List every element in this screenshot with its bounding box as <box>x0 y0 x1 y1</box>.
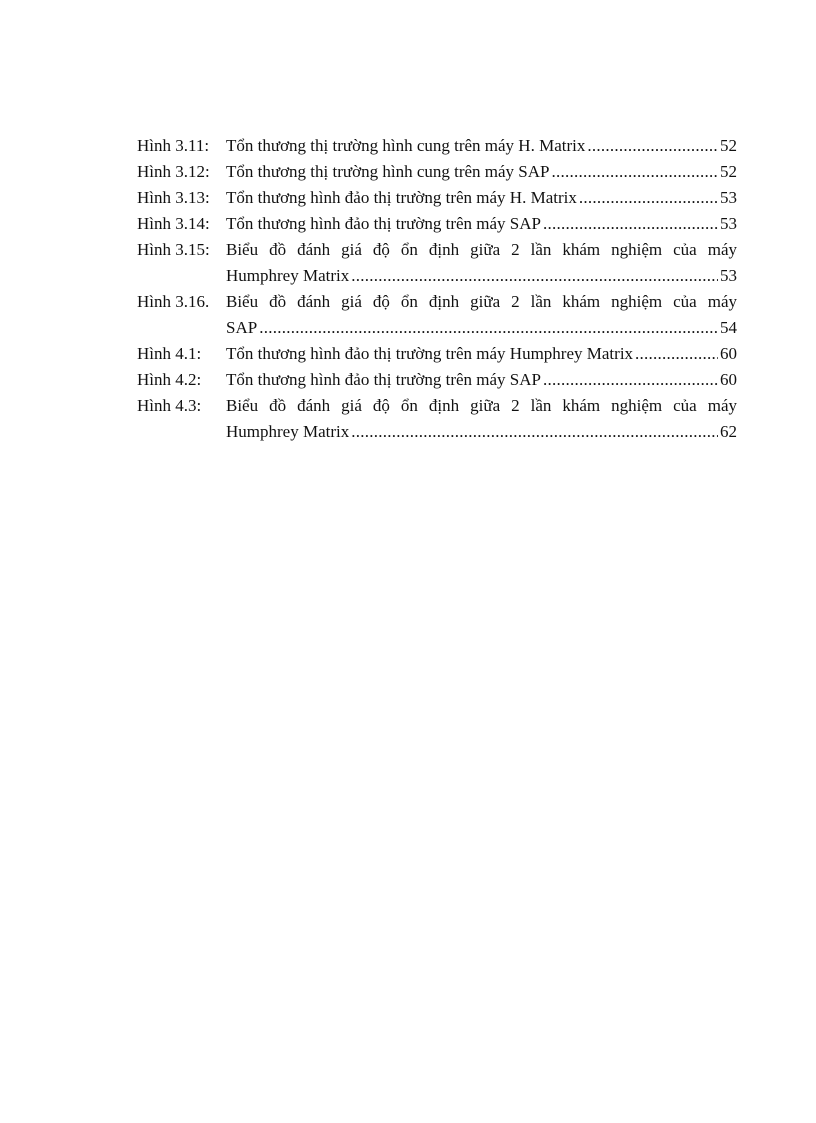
figure-title: Tổn thương hình đảo thị trường trên máy SAP <box>226 370 541 389</box>
toc-line <box>226 367 737 393</box>
figure-title: Tổn thương hình đảo thị trường trên máy H. Matrix <box>226 188 577 207</box>
toc-line <box>226 211 737 237</box>
figure-label: Hình 3.13: <box>137 188 210 207</box>
figure-title: Biểu đồ đánh giá độ ổn định giữa 2 lần khám nghiệm của máy <box>226 292 737 311</box>
page-number: 52 <box>720 162 737 181</box>
figure-title-continued: SAP <box>226 318 258 337</box>
list-of-figures <box>137 133 737 445</box>
figure-title-continued: Humphrey Matrix <box>226 266 350 285</box>
figure-label: Hình 3.14: <box>137 214 210 233</box>
toc-entry <box>137 211 737 237</box>
dot-leader <box>635 341 718 367</box>
figure-title: Tổn thương hình đảo thị trường trên máy SAP <box>226 214 541 233</box>
page-number: 54 <box>720 318 737 337</box>
dot-leader <box>543 211 718 237</box>
toc-line <box>226 393 737 419</box>
figure-label: Hình 4.2: <box>137 370 202 389</box>
toc-line <box>226 315 737 341</box>
toc-entry <box>137 185 737 211</box>
toc-entry <box>137 133 737 159</box>
toc-line <box>226 133 737 159</box>
figure-title: Tổn thương hình đảo thị trường trên máy Humphrey Matrix <box>226 344 634 363</box>
page-number: 53 <box>720 188 737 207</box>
toc-line <box>226 289 737 315</box>
toc-entry <box>137 393 737 445</box>
figure-label: Hình 3.12: <box>137 162 210 181</box>
dot-leader <box>552 159 719 185</box>
toc-line <box>226 159 737 185</box>
dot-leader <box>579 185 718 211</box>
toc-line <box>226 341 737 367</box>
page-number: 53 <box>720 266 737 285</box>
dot-leader <box>587 133 718 159</box>
toc-entry <box>137 289 737 341</box>
figure-label: Hình 4.1: <box>137 344 202 363</box>
figure-title: Biểu đồ đánh giá độ ổn định giữa 2 lần khám nghiệm của máy <box>226 240 737 259</box>
toc-entry <box>137 237 737 289</box>
page-number: 53 <box>720 214 737 233</box>
dot-leader <box>259 315 718 341</box>
dot-leader <box>351 263 718 289</box>
page-number: 52 <box>720 136 737 155</box>
toc-entry <box>137 159 737 185</box>
figure-title-continued: Humphrey Matrix <box>226 422 350 441</box>
dot-leader <box>543 367 718 393</box>
toc-line <box>226 419 737 445</box>
toc-entry <box>137 367 737 393</box>
page-number: 60 <box>720 370 737 389</box>
toc-entry <box>137 341 737 367</box>
figure-label: Hình 3.16. <box>137 292 210 311</box>
figure-title: Biểu đồ đánh giá độ ổn định giữa 2 lần khám nghiệm của máy <box>226 396 737 415</box>
dot-leader <box>351 419 718 445</box>
figure-title: Tổn thương thị trường hình cung trên máy SAP <box>226 162 550 181</box>
figure-label: Hình 3.11: <box>137 136 210 155</box>
page-number: 60 <box>720 344 737 363</box>
toc-line <box>226 237 737 263</box>
page-number: 62 <box>720 422 737 441</box>
toc-line <box>226 185 737 211</box>
figure-label: Hình 4.3: <box>137 396 202 415</box>
figure-label: Hình 3.15: <box>137 240 210 259</box>
toc-line <box>226 263 737 289</box>
figure-title: Tổn thương thị trường hình cung trên máy H. Matrix <box>226 136 586 155</box>
